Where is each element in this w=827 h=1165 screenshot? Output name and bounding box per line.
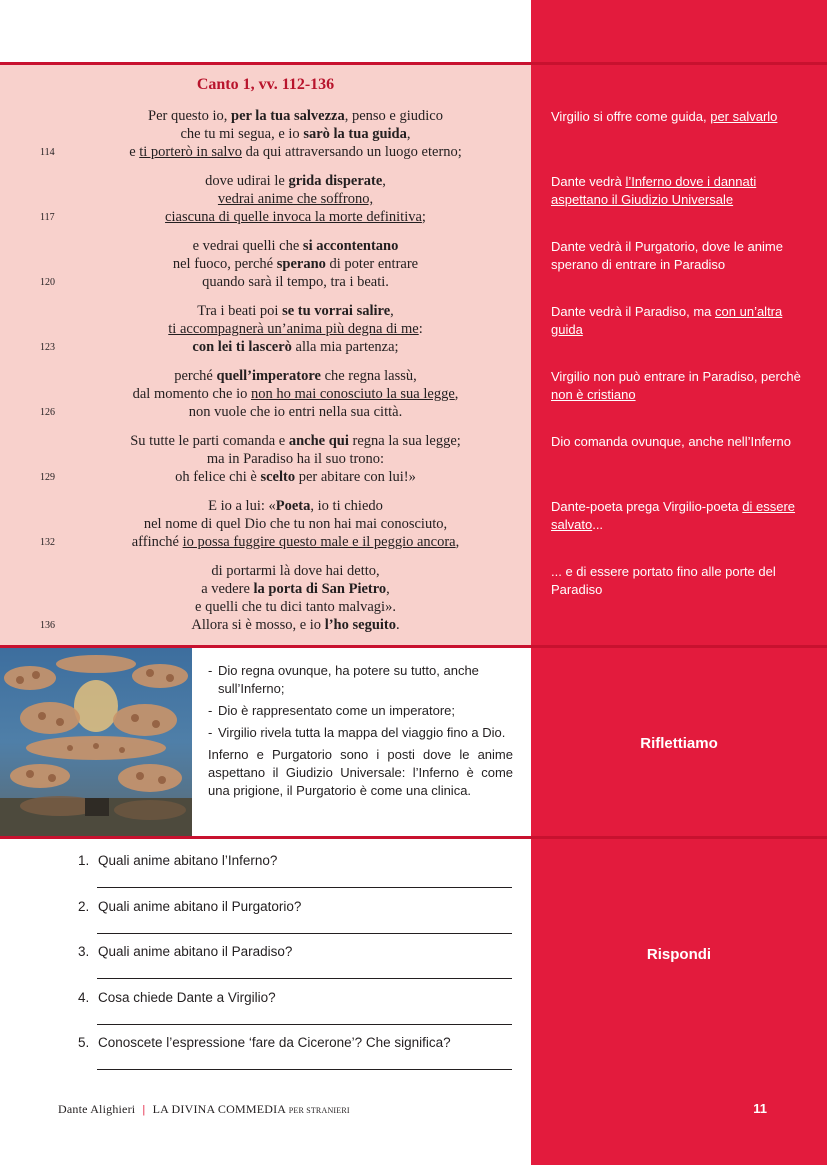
verse-line: quando sarà il tempo, tra i beati. <box>202 274 389 290</box>
footer-book-suffix: PER STRANIERI <box>288 1106 350 1115</box>
verse-line: non vuole che io entri nella sua città. <box>188 404 403 420</box>
rispondi-label: Rispondi <box>646 946 712 963</box>
riflettiamo-bullet: - Dio regna ovunque, ha potere su tutto, anche sull’Inferno; <box>208 662 513 698</box>
footer-book-title: LA DIVINA COMMEDIA <box>152 1102 286 1116</box>
verse-line-number: 123 <box>40 342 55 353</box>
margin-note: ... e di essere portato fino alle porte del Paradiso <box>551 564 776 597</box>
answer-line[interactable] <box>97 933 512 934</box>
margin-note: Virgilio si offre come guida, per salvarlo <box>551 109 778 124</box>
question-number: 3. <box>78 944 90 959</box>
question-item <box>78 853 512 868</box>
verse-line: Tra i beati poi se tu vorrai salire, <box>197 303 394 319</box>
verse-line: oh felice chi è scelto per abitare con lui!» <box>175 469 416 485</box>
margin-note: Dante-poeta prega Virgilio-poeta di essere salvato... <box>551 499 796 532</box>
question-text: Quali anime abitano il Purgatorio? <box>98 899 302 914</box>
verse-line: che tu mi segua, e io sarò la tua guida, <box>180 126 411 142</box>
canto-title: Canto 1, vv. 112-136 <box>196 76 335 93</box>
margin-note: Virgilio non può entrare in Paradiso, perchè non è cristiano <box>551 369 801 402</box>
last-judgment-fresco-image <box>0 648 192 836</box>
riflettiamo-bullet: - Virgilio rivela tutta la mappa del viaggio fino a Dio. <box>208 724 513 742</box>
page-number-value: 11 <box>753 1101 767 1116</box>
verse-line: affinché io possa fuggire questo male e il peggio ancora, <box>131 534 460 550</box>
verse-line: Allora si è mosso, e io l’ho seguito. <box>191 617 400 633</box>
footer <box>58 1102 350 1117</box>
riflettiamo-bullets <box>208 662 513 742</box>
verse-line: a vedere la porta di San Pietro, <box>201 581 390 597</box>
verse-line: Per questo io, per la tua salvezza, penso e giudico <box>148 108 443 124</box>
riflettiamo-paragraph: Inferno e Purgatorio sono i posti dove le anime aspettano il Giudizio Universale: l’Inferno è come una prigione, il Purgatorio è come una clinica. <box>208 747 513 798</box>
question-item <box>78 944 512 959</box>
verse-line-number: 129 <box>40 472 55 483</box>
question-number: 4. <box>78 990 90 1005</box>
verse-line: e ti porterò in salvo da qui attraversando un luogo eterno; <box>129 144 462 160</box>
question-number: 1. <box>78 853 90 868</box>
question-text: Cosa chiede Dante a Virgilio? <box>98 990 276 1005</box>
verse-line: nel fuoco, perché sperano di poter entrare <box>172 256 419 272</box>
margin-note: Dante vedrà l’Inferno dove i dannati aspettano il Giudizio Universale <box>551 174 757 207</box>
divider-lower <box>0 836 827 839</box>
verse-line: ciascuna di quelle invoca la morte definitiva; <box>165 209 426 225</box>
verse-line: con lei ti lascerò alla mia partenza; <box>192 339 399 355</box>
verse-line: e vedrai quelli che si accontentano <box>192 238 399 254</box>
riflettiamo-label: Riflettiamo <box>640 735 718 752</box>
footer-author: Dante Alighieri <box>58 1102 136 1116</box>
verse-line: ma in Paradiso ha il suo trono: <box>206 451 385 467</box>
riflettiamo-text <box>208 662 513 800</box>
verse-line: E io a lui: «Poeta, io ti chiedo <box>208 498 383 514</box>
question-number: 5. <box>78 1035 90 1050</box>
question-item <box>78 899 512 914</box>
verse-line: di portarmi là dove hai detto, <box>211 563 380 579</box>
question-number: 2. <box>78 899 90 914</box>
verse-line-number: 136 <box>40 620 55 631</box>
verse-line-number: 126 <box>40 407 55 418</box>
verse-line-number: 132 <box>40 537 55 548</box>
question-item <box>78 990 512 1005</box>
verse-line: dal momento che io non ho mai conosciuto la sua legge, <box>132 386 459 402</box>
answer-line[interactable] <box>97 1069 512 1070</box>
margin-note: Dio comanda ovunque, anche nell’Inferno <box>551 434 791 449</box>
footer-separator: | <box>142 1102 146 1116</box>
answer-line[interactable] <box>97 887 512 888</box>
answer-line[interactable] <box>97 1024 512 1025</box>
question-text: Quali anime abitano il Paradiso? <box>98 944 293 959</box>
riflettiamo-bullet: - Dio è rappresentato come un imperatore; <box>208 702 513 720</box>
verse-line: perché quell’imperatore che regna lassù, <box>174 368 417 384</box>
question-item <box>78 1035 512 1050</box>
answer-line[interactable] <box>97 978 512 979</box>
verse-line-number: 120 <box>40 277 55 288</box>
verse-line: e quelli che tu dici tanto malvagi». <box>195 599 396 615</box>
question-text: Quali anime abitano l’Inferno? <box>98 853 278 868</box>
question-text: Conoscete l’espressione ‘fare da Cicerone’? Che significa? <box>98 1035 451 1050</box>
verse-line: nel nome di quel Dio che tu non hai mai conosciuto, <box>143 516 448 532</box>
verse-line-number: 117 <box>40 212 55 223</box>
margin-note: Dante vedrà il Paradiso, ma con un’altra guida <box>551 304 783 337</box>
verse-line: Su tutte le parti comanda e anche qui regna la sua legge; <box>130 433 461 449</box>
verse-line: dove udirai le grida disperate, <box>205 173 386 189</box>
verse-line: vedrai anime che soffrono, <box>217 191 374 207</box>
verse-line-number: 114 <box>40 147 55 158</box>
margin-note: Dante vedrà il Purgatorio, dove le anime sperano di entrare in Paradiso <box>551 239 783 272</box>
verse-line: ti accompagnerà un’anima più degna di me: <box>168 321 423 337</box>
